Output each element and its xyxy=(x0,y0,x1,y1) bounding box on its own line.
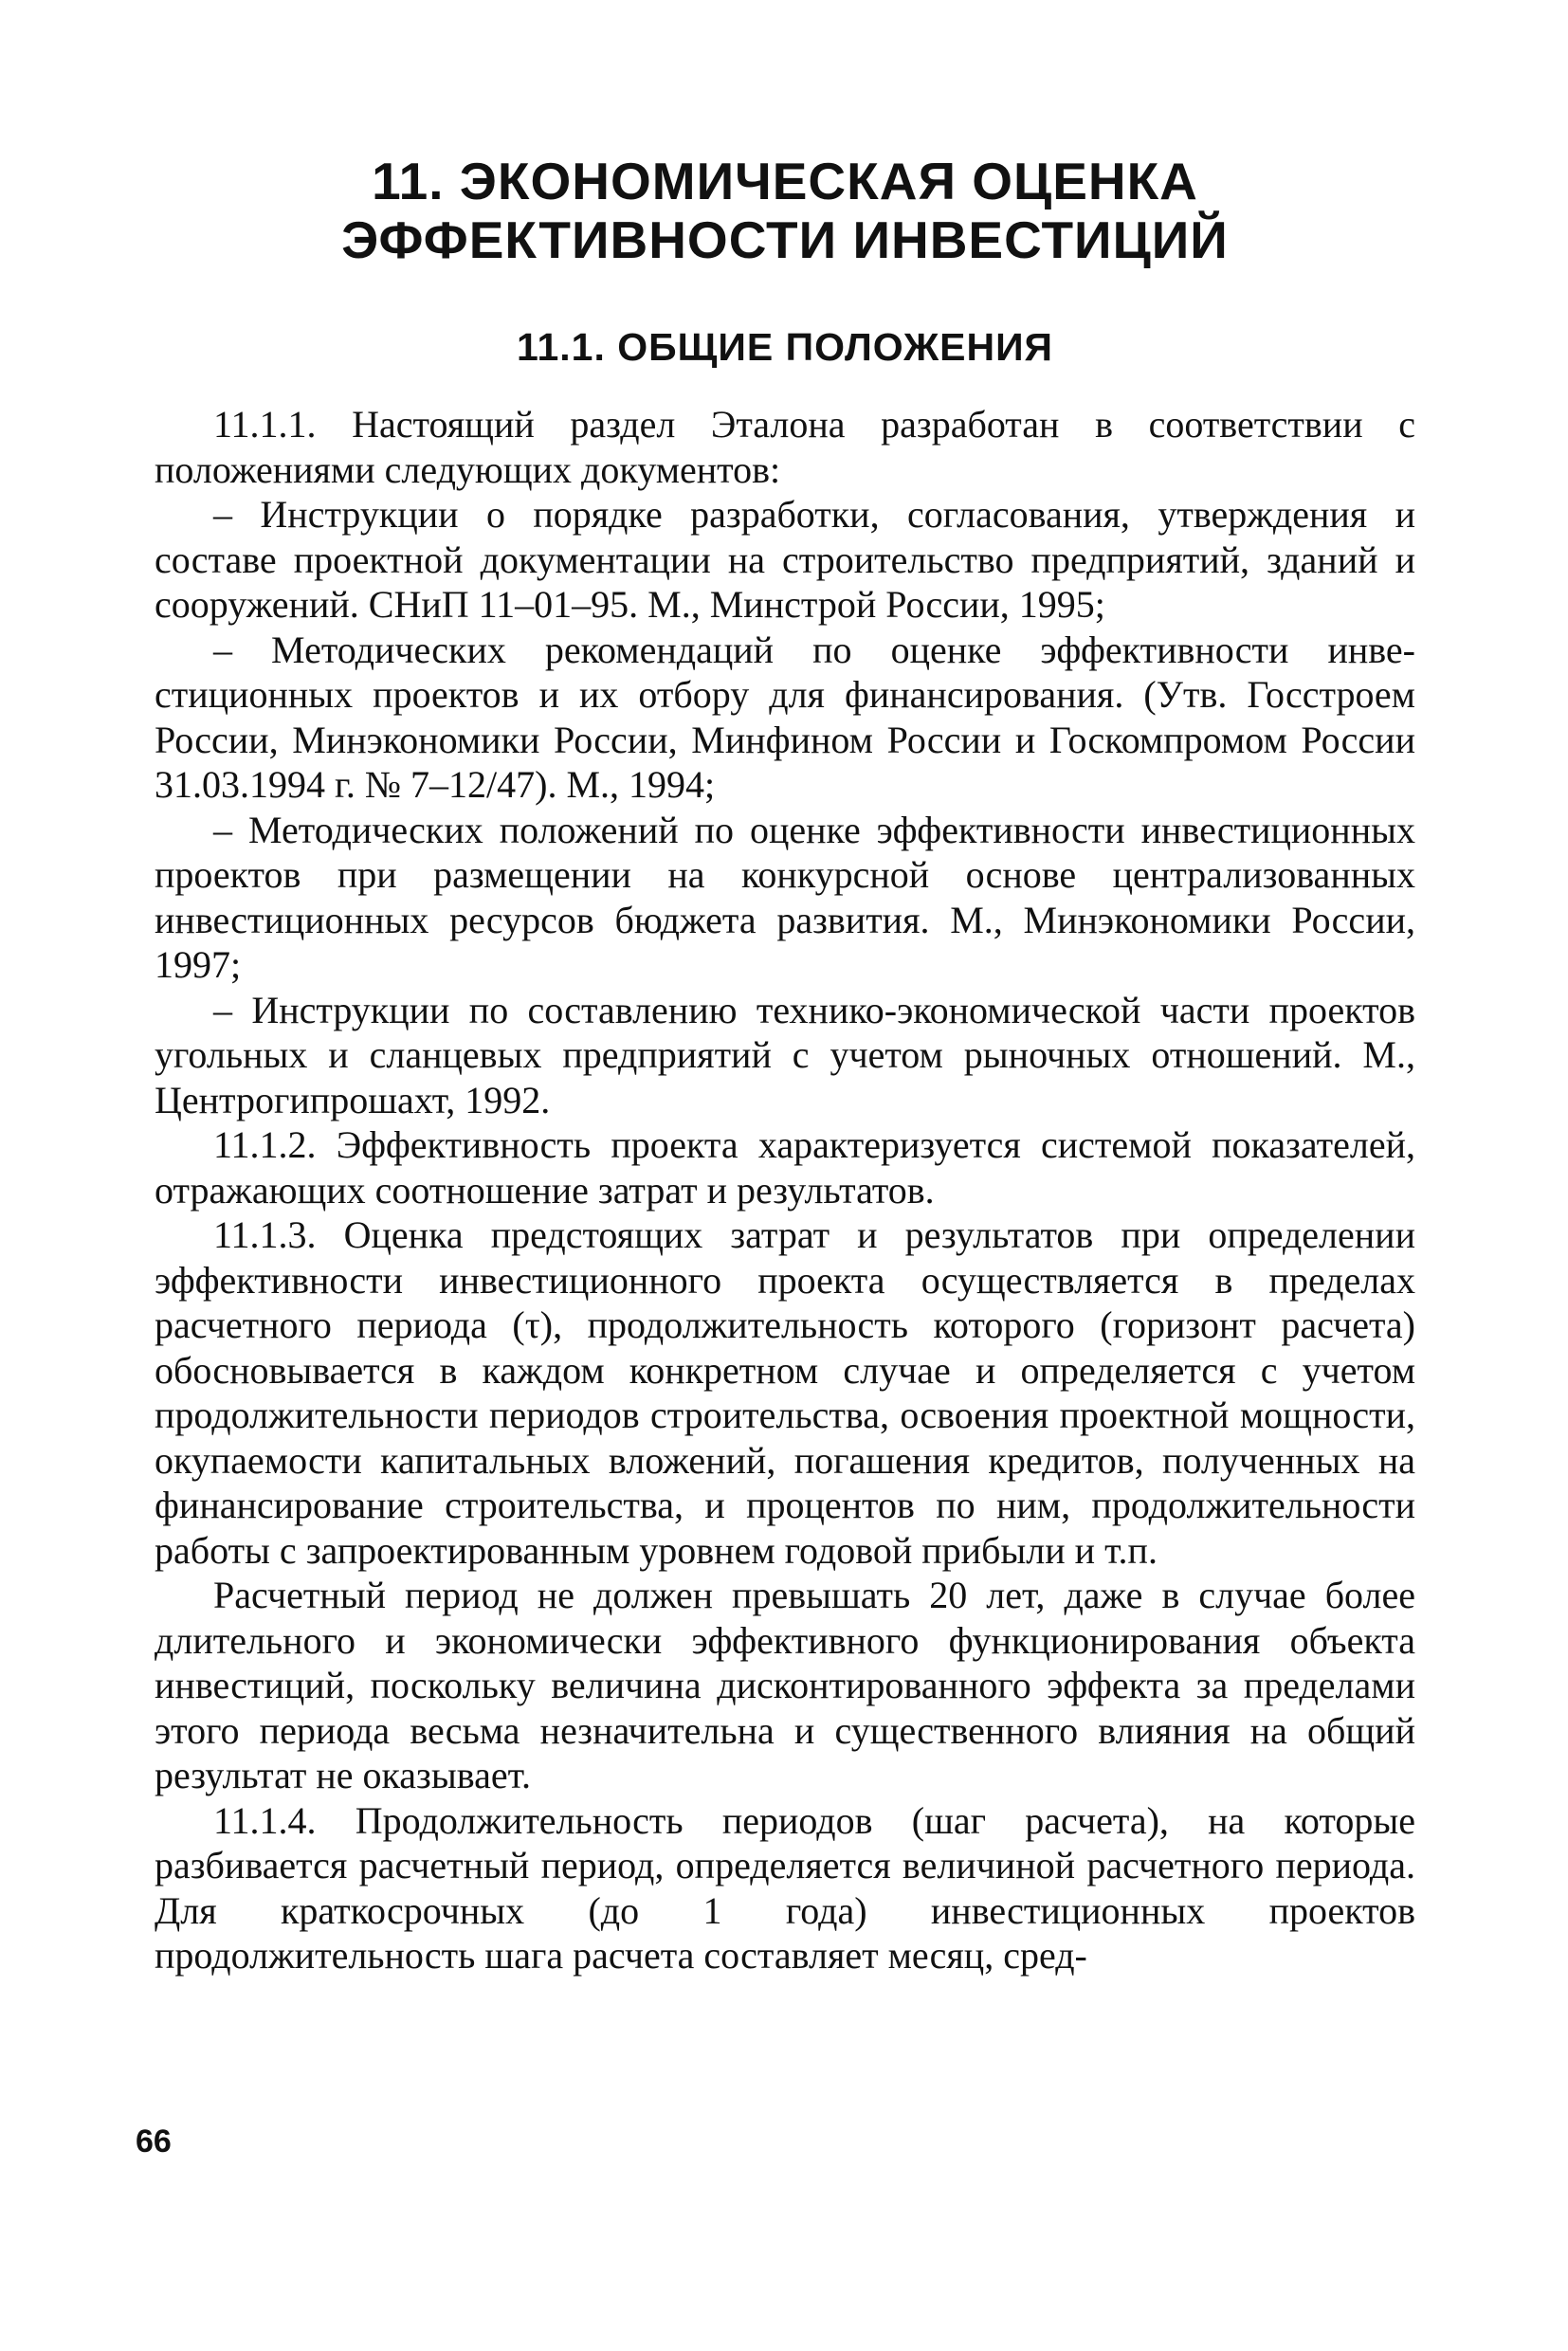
chapter-title-line-2: ЭФФЕКТИВНОСТИ ИНВЕСТИЦИЙ xyxy=(341,210,1229,269)
paragraph-calculation-period: Расчетный период не должен превышать 20 лет, даже в случае более длительного и экономически эффективного функционирования объекта инвестиций, поскольку величина дисконтированного эффекта за пределами этого периода весьма незначительна и существенного влияния на общий результат не оказывает. xyxy=(155,1574,1415,1796)
list-item-instruction: – Инструкции по составлению технико-экономической части проектов угольных и сланцевых предприятий с учетом рыночных отношений. М., Центрогипрошахт, 1992. xyxy=(155,988,1415,1121)
paragraph-11-1-1: 11.1.1. Настоящий раздел Эталона разработан в соответствии с положениями следующих документов: xyxy=(155,403,1415,491)
list-item-method-recommendations: – Методических рекомендаций по оценке эффективности инвестиционных проектов и их отбору для финансирования. (Утв. Госстроем России, Минэкономики России, Минфином России и Госкомпромом России 31.03.1994 г. № 7–12/47). М., 1994; xyxy=(155,628,1415,806)
page-content xyxy=(155,152,1415,1978)
section-title: 11.1. ОБЩИЕ ПОЛОЖЕНИЯ xyxy=(516,325,1054,369)
list-item-method-provisions: – Методических положений по оценке эффективности инвестиционных проектов при размещении на конкурсной основе централизованных инвестиционных ресурсов бюджета развития. М., Минэкономики России, 1997; xyxy=(155,808,1415,986)
paragraph-11-1-2: 11.1.2. Эффективность проекта характеризуется системой показателей, отражающих соотношение затрат и результатов. xyxy=(155,1123,1415,1212)
page-number: 66 xyxy=(136,2123,172,2160)
chapter-title xyxy=(155,152,1415,269)
paragraph-11-1-3: 11.1.3. Оценка предстоящих затрат и результатов при определении эффективности инвестиционного проекта осуществляется в пределах расчетного периода (τ), продолжительность которого (горизонт расчета) обосновывается в каждом конкретном случае и определяется с учетом продолжительности периодов строительства, освоения проектной мощности, окупаемости капитальных вложений, погашения кредитов, полученных на финансирование строительства, и процентов по ним, продолжительности работы с запроектированным уровнем годовой прибыли и т.п. xyxy=(155,1213,1415,1572)
list-item-snip: – Инструкции о порядке разработки, согласования, утверждения и составе проектной документации на строительство предприятий, зданий и сооружений. СНиП 11–01–95. М., Минстрой России, 1995; xyxy=(155,493,1415,626)
paragraph-11-1-4: 11.1.4. Продолжительность периодов (шаг расчета), на которые разбивается расчетный период, определяется величиной расчетного периода. Для краткосрочных (до 1 года) инвестиционных проектов продолжительность шага расчета составляет месяц, сред- xyxy=(155,1798,1415,1977)
chapter-title-line-1: 11. ЭКОНОМИЧЕСКАЯ ОЦЕНКА xyxy=(372,152,1198,210)
